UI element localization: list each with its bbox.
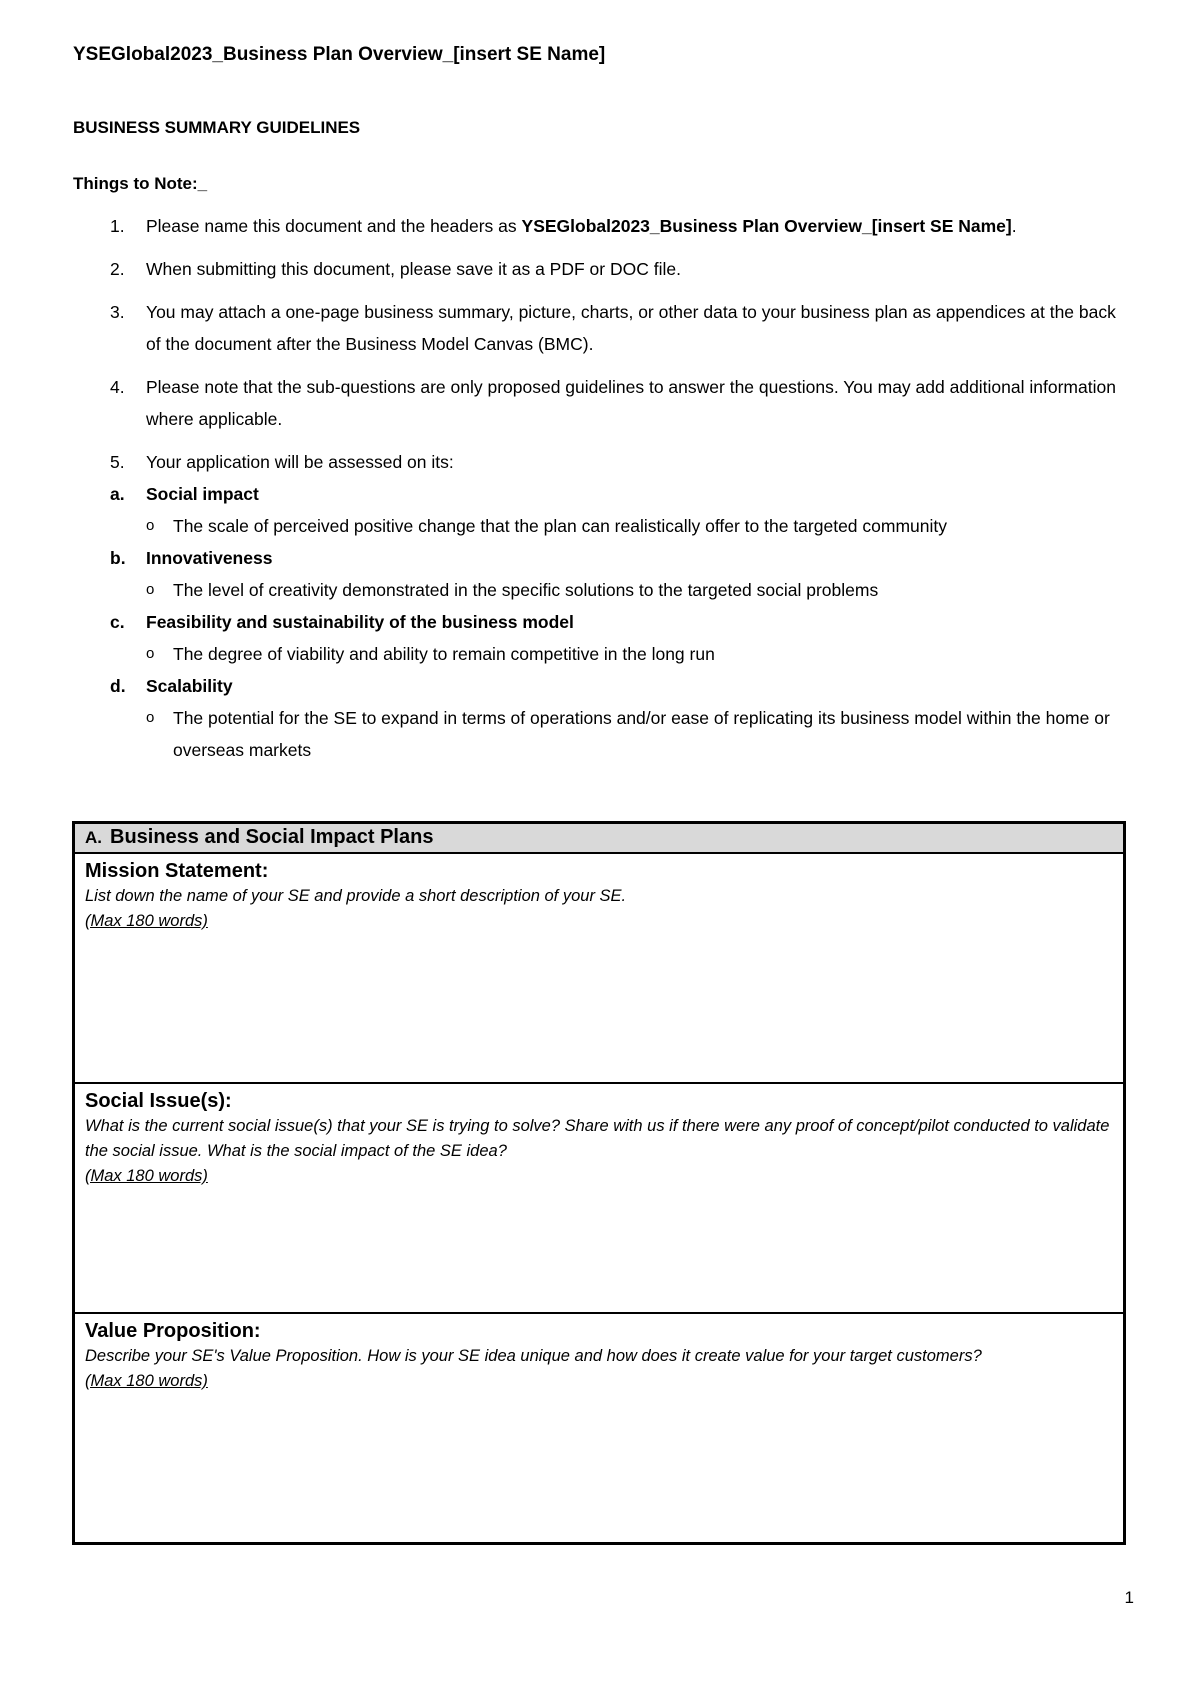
cell-description: What is the current social issue(s) that your SE is trying to solve? Share with us if there were any proof of concept/pilot conducted to validate the social issue. What is the social impact of the SE idea?	[85, 1117, 1110, 1160]
notes-list	[73, 210, 1133, 766]
criterion-item	[0, 478, 1133, 510]
word-limit: (Max 180 words)	[85, 1372, 208, 1390]
note-number: 1.	[110, 216, 125, 236]
bullet-icon: o	[146, 645, 155, 662]
note-item	[73, 210, 1133, 242]
cell-title: Social Issue(s):	[85, 1090, 232, 1112]
document-header: YSEGlobal2023_Business Plan Overview_[insert SE Name]	[73, 44, 606, 65]
note-item	[73, 253, 1133, 285]
table-section-title: Business and Social Impact Plans	[110, 826, 434, 848]
note-heading: Things to Note:_	[73, 174, 208, 193]
criterion-item	[0, 606, 1133, 638]
note-text: Please name this document and the headers as	[146, 216, 522, 236]
note-text: Please note that the sub-questions are only proposed guidelines to answer the questions. You may add additional information where applicable.	[146, 377, 1116, 429]
section-title: BUSINESS SUMMARY GUIDELINES	[73, 118, 361, 137]
criterion-letter: a.	[110, 484, 125, 504]
criterion-label: Innovativeness	[146, 548, 273, 568]
criterion-detail	[0, 638, 1133, 670]
cell-title: Value Proposition:	[85, 1320, 261, 1342]
criterion-detail	[0, 574, 1133, 606]
page-number: 1	[1124, 1588, 1134, 1607]
criterion-detail	[0, 510, 1133, 542]
criterion-label: Feasibility and sustainability of the business model	[146, 612, 574, 632]
criterion-label: Scalability	[146, 676, 233, 696]
note-number: 2.	[110, 259, 125, 279]
note-number: 5.	[110, 452, 125, 472]
social-issue-cell[interactable]	[75, 1084, 1123, 1314]
note-item	[73, 296, 1133, 360]
word-limit: (Max 180 words)	[85, 912, 208, 930]
mission-statement-cell[interactable]	[75, 854, 1123, 1084]
note-item	[73, 446, 1133, 478]
criterion-letter: d.	[110, 676, 126, 696]
cell-title: Mission Statement:	[85, 860, 269, 882]
criterion-detail-text: The scale of perceived positive change that the plan can realistically offer to the targeted community	[173, 516, 947, 536]
note-text: When submitting this document, please save it as a PDF or DOC file.	[146, 259, 681, 279]
criterion-item	[0, 670, 1133, 702]
criterion-letter: c.	[110, 612, 125, 632]
note-text-end: .	[1011, 216, 1017, 236]
table-section-letter: A.	[85, 828, 102, 847]
criterion-item	[0, 542, 1133, 574]
table-header	[75, 824, 1123, 854]
note-number: 4.	[110, 377, 125, 397]
bullet-icon: o	[146, 517, 155, 534]
criterion-detail-text: The potential for the SE to expand in terms of operations and/or ease of replicating its business model within the home or overseas markets	[173, 708, 1110, 760]
note-text: You may attach a one-page business summary, picture, charts, or other data to your business plan as appendices at the back of the document after the Business Model Canvas (BMC).	[146, 302, 1116, 354]
bullet-icon: o	[146, 709, 155, 726]
bullet-icon: o	[146, 581, 155, 598]
note-text: Your application will be assessed on its:	[146, 452, 454, 472]
criterion-letter: b.	[110, 548, 126, 568]
note-bold-text: YSEGlobal2023_Business Plan Overview_[insert SE Name]	[521, 216, 1012, 236]
value-proposition-cell[interactable]	[75, 1314, 1123, 1542]
cell-description: List down the name of your SE and provide a short description of your SE.	[85, 887, 627, 905]
criterion-detail-text: The level of creativity demonstrated in the specific solutions to the targeted social problems	[173, 580, 879, 600]
note-item	[73, 371, 1133, 435]
criterion-detail	[0, 702, 1133, 766]
cell-description: Describe your SE's Value Proposition. How is your SE idea unique and how does it create value for your target customers?	[85, 1347, 982, 1365]
note-number: 3.	[110, 302, 125, 322]
criterion-detail-text: The degree of viability and ability to remain competitive in the long run	[173, 644, 715, 664]
criterion-label: Social impact	[146, 484, 259, 504]
business-plan-table	[72, 821, 1126, 1545]
word-limit: (Max 180 words)	[85, 1167, 208, 1185]
